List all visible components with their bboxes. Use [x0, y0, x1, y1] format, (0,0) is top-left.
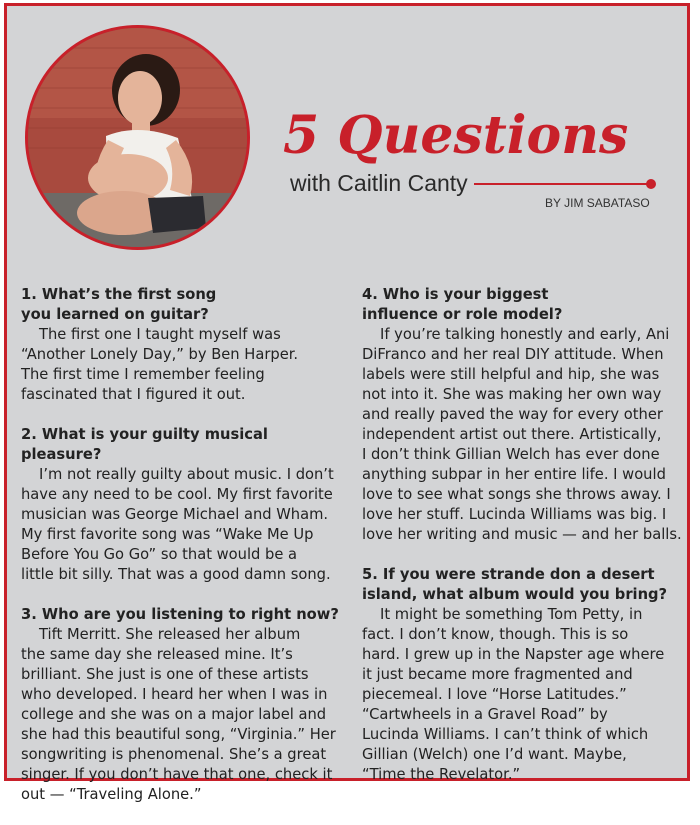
- qa-item: [21, 285, 351, 405]
- question: 4. Who is your biggest influence or role model?: [362, 286, 563, 323]
- article-page: [4, 3, 690, 803]
- question: 3. Who are you listening to right now?: [21, 606, 339, 623]
- answer: If you’re talking honestly and early, Ani DiFranco and her real DIY attitude. When labels were still helpful and hip, she was not into it. She was making her own way and really paved the way for every other independent artist out there. Artistically, I don’t think Gillian Welch has ever done anything subpar in her entire life. I would love to see what songs she throws away. I love her stuff. Lucinda Williams was big. I love her writing and music — and her balls.: [362, 326, 682, 543]
- question: 5. If you were strande don a desert island, what album would you bring?: [362, 566, 668, 603]
- rule-dot-icon: [646, 179, 656, 189]
- answer: Tift Merritt. She released her album the same day she released mine. It’s brilliant. She just is one of these artists who developed. I heard her when I was in college and she was on a major label and she had this beautiful song, “Virginia.” Her songwriting is phenomenal. She’s a great singer. If you don’t have that one, check it out — “Traveling Alone.”: [21, 626, 336, 803]
- qa-item: [21, 605, 351, 805]
- byline: BY JIM SABATASO: [545, 196, 650, 210]
- article-title: 5 Questions: [283, 105, 629, 166]
- question: 2. What is your guilty musical pleasure?: [21, 426, 268, 463]
- qa-item: [21, 425, 351, 585]
- left-column: [21, 285, 351, 825]
- answer: I’m not really guilty about music. I don’t have any need to be cool. My first favorite musician was George Michael and Wham. My first favorite song was “Wake Me Up Before You Go Go” so that would be a little bit silly. That was a good damn song.: [21, 466, 334, 583]
- article-subtitle: with Caitlin Canty: [290, 170, 468, 196]
- right-column: [362, 285, 682, 805]
- qa-item: [362, 285, 682, 545]
- answer: It might be something Tom Petty, in fact. I don’t know, though. This is so hard. I grew up in the Napster age where it just became more fragmented and piecemeal. I love “Horse Latitudes.” “Cartwheels in a Gravel Road” by Lucinda Williams. I can’t think of which Gillian (Welch) one I’d want. Maybe, “Time the Revelator.”: [362, 606, 665, 783]
- qa-item: [362, 565, 682, 785]
- answer: The first one I taught myself was “Another Lonely Day,” by Ben Harper. The first time I remember feeling fascinated that I figured it out.: [21, 326, 299, 403]
- subtitle-rule: [474, 183, 648, 185]
- question: 1. What’s the first song you learned on guitar?: [21, 286, 217, 323]
- portrait-photo-icon: [25, 25, 250, 250]
